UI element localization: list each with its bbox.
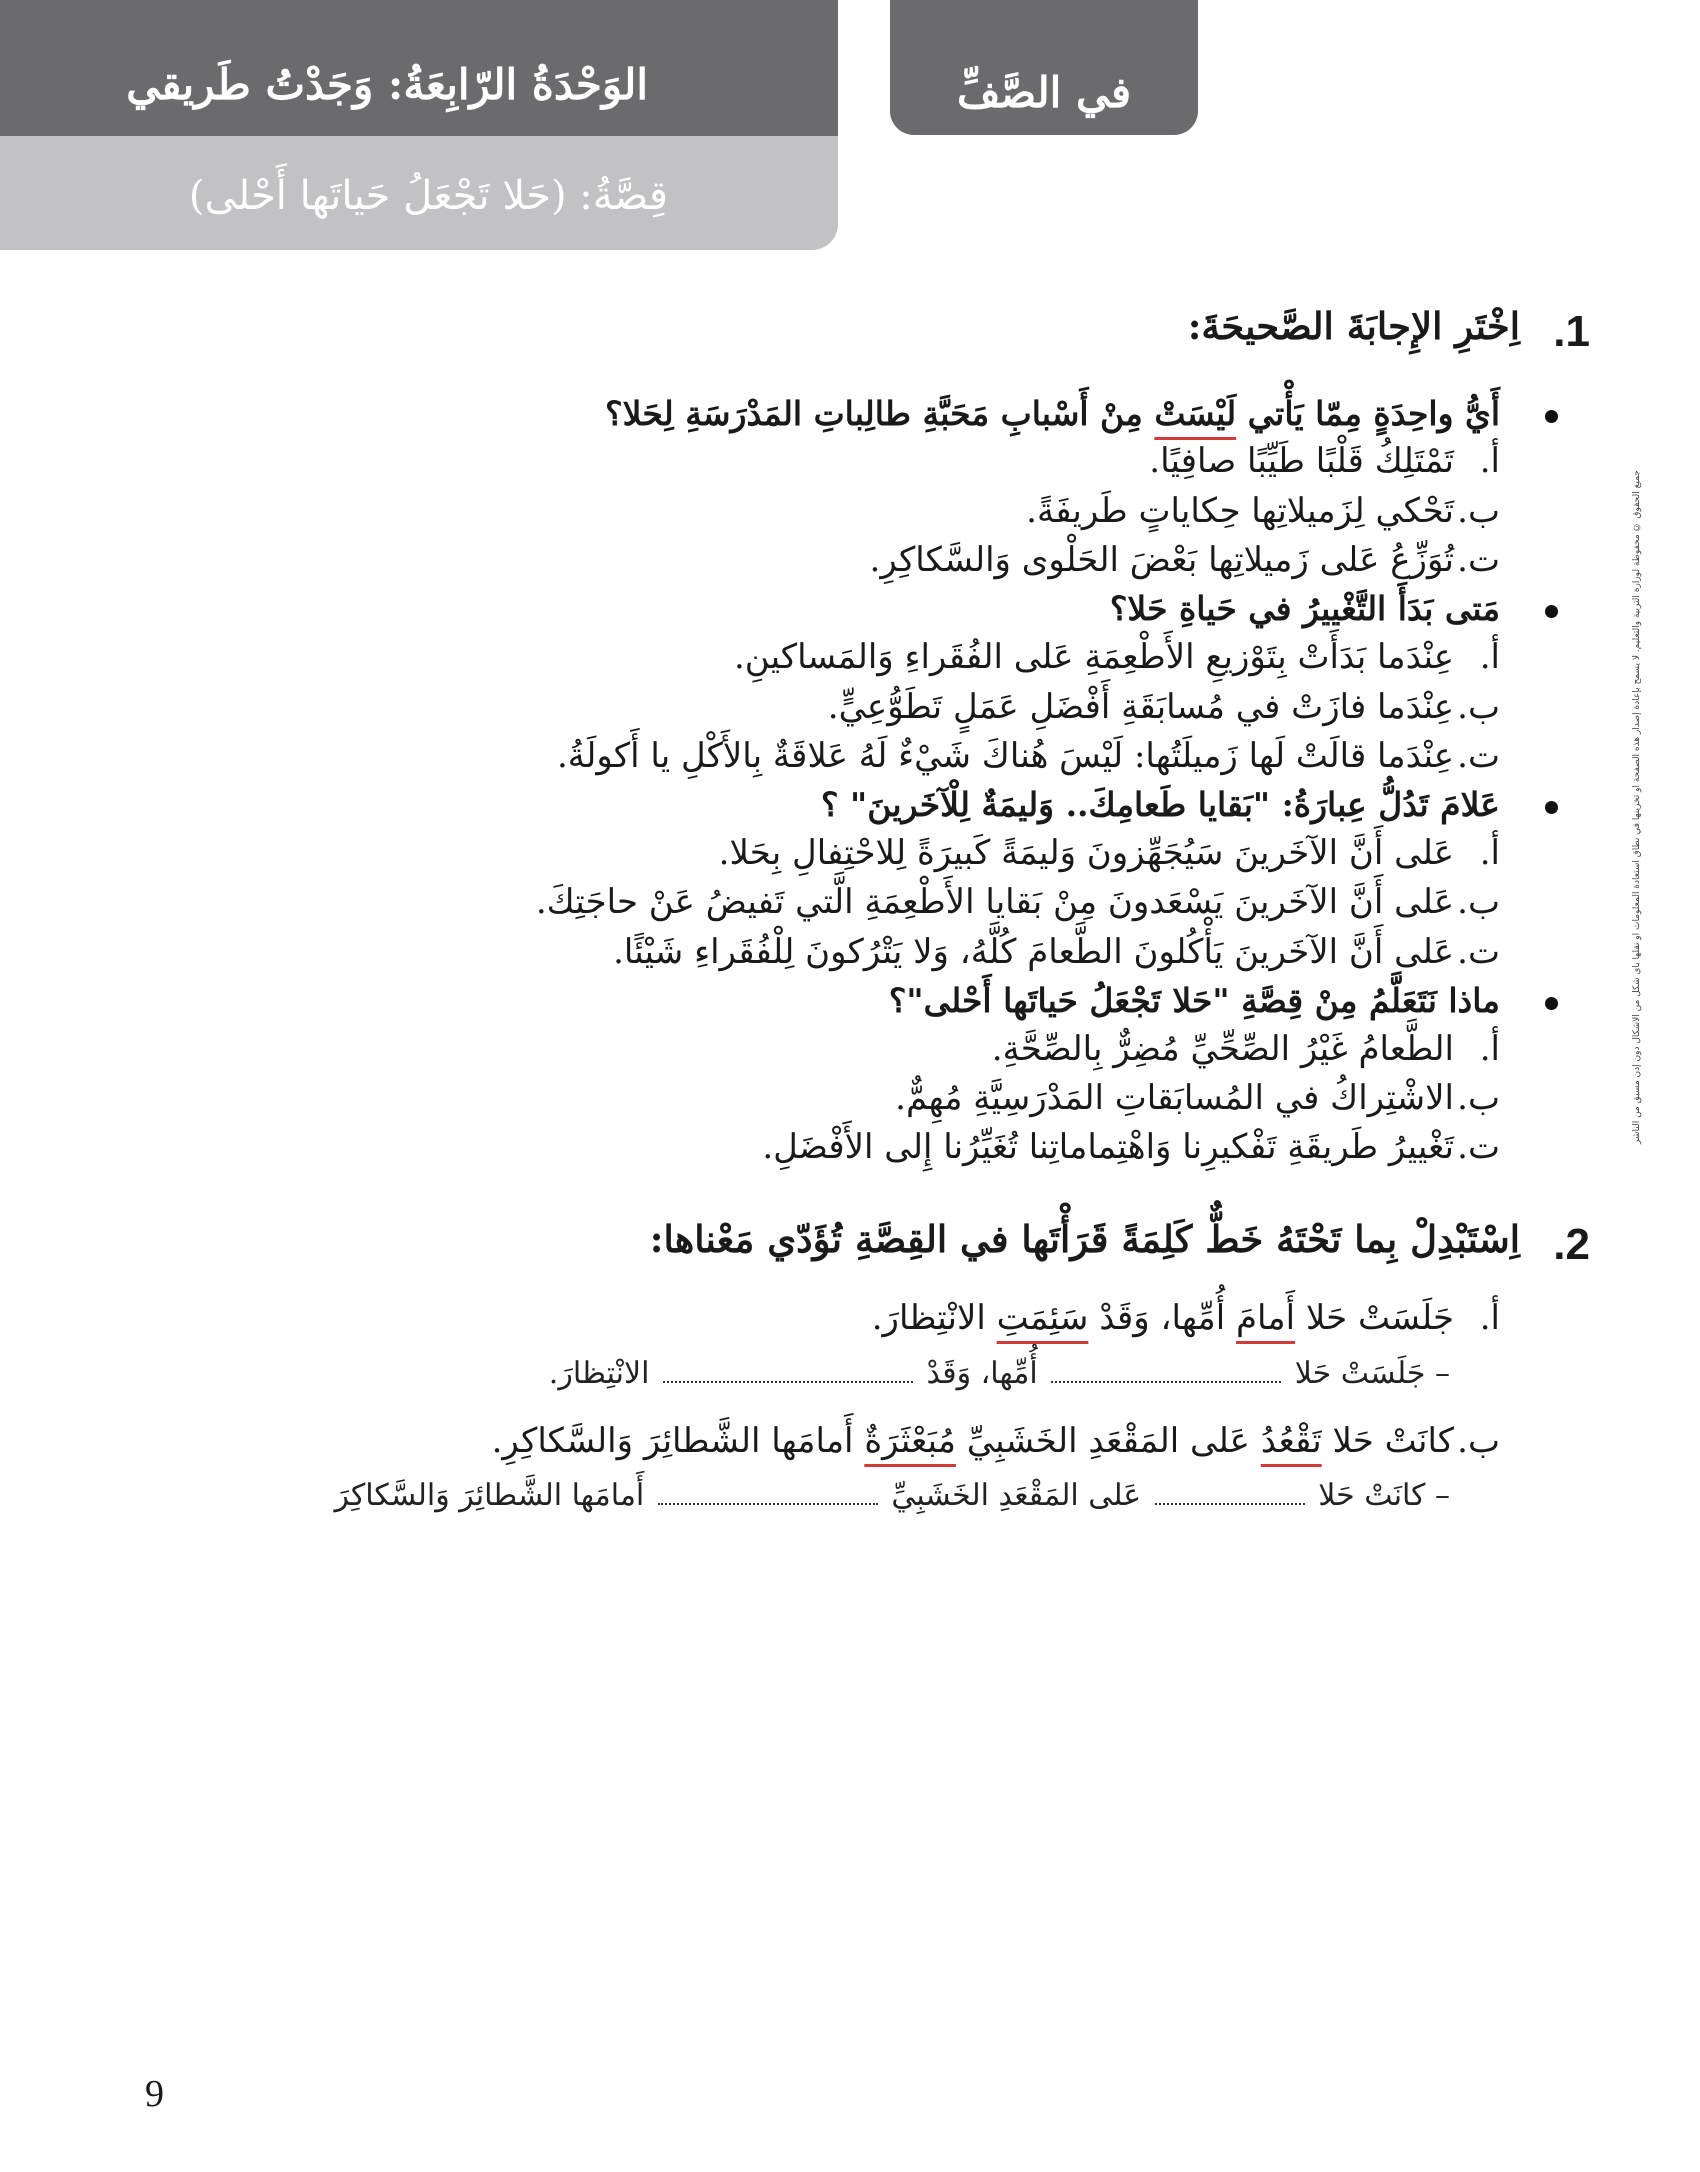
question-1-item xyxy=(150,781,1590,977)
fill-text: أَمامَها الشَّطائِرَ وَالسَّكاكِرَ xyxy=(334,1478,645,1514)
sub-question xyxy=(150,781,1500,829)
bullet-icon xyxy=(1545,801,1558,814)
sentence xyxy=(150,1417,1500,1466)
bullet-icon xyxy=(1545,997,1558,1010)
option-letter: ب. xyxy=(1457,686,1500,727)
sentence-text: كانَتْ حَلا xyxy=(1321,1421,1454,1462)
sub-question xyxy=(150,585,1500,633)
answer-option[interactable] xyxy=(150,732,1500,781)
question-1-item xyxy=(150,977,1590,1173)
question-2-title xyxy=(150,1213,1590,1269)
question-2-item xyxy=(150,1294,1590,1395)
sentence-text: أُمِّها، وَقَدْ xyxy=(1088,1298,1236,1339)
question-text: اِسْتَبْدِلْ بِما تَحْتَهُ خَطٌّ كَلِمَةً قَرَأْتَها في القِصَّةِ تُؤَدّي مَعْناها: xyxy=(649,1216,1520,1261)
option-letter: ب. xyxy=(1457,1421,1500,1462)
question-text: اِخْتَرِ الإِجابَةَ الصَّحيحَةَ: xyxy=(1187,304,1520,348)
sentence-text: جَلَسَتْ حَلا xyxy=(1295,1298,1454,1339)
option-letter: أ. xyxy=(1479,1298,1500,1339)
answer-option[interactable] xyxy=(150,1074,1500,1123)
sentence-text: عَلى المَقْعَدِ الخَشَبِيِّ xyxy=(956,1421,1261,1462)
unit-header xyxy=(0,0,838,136)
underlined-word: أَمامَ xyxy=(1236,1298,1296,1339)
option-text: عَلى أَنَّ الآخَرينَ سَيُجَهِّزونَ وَليمَةً كَبيرَةً لِلاحْتِفالِ بِحَلا. xyxy=(718,832,1454,873)
question-1-item xyxy=(150,585,1590,781)
sentence xyxy=(150,1294,1500,1343)
option-text: عَلى أَنَّ الآخَرينَ يَسْعَدونَ مِنْ بَقايا الأَطْعِمَةِ الَّتي تَفيضُ عَنْ حاجَتِكَ. xyxy=(535,882,1454,923)
answer-blank[interactable] xyxy=(1155,1493,1305,1505)
section-tab xyxy=(890,0,1198,135)
answer-option[interactable] xyxy=(150,928,1500,977)
fill-text: – جَلَسَتْ حَلا xyxy=(1294,1355,1450,1391)
answer-option[interactable] xyxy=(150,1025,1500,1074)
option-text: عِنْدَما قالَتْ لَها زَميلَتُها: لَيْسَ هُناكَ شَيْءٌ لَهُ عَلاقَةٌ بِالأَكْلِ يا أَكولَةُ. xyxy=(556,735,1454,776)
fill-in-line xyxy=(150,1352,1450,1396)
copyright-note: جميع الحقوق © محفوظة لوزارة التربية والتعليم. لا يسمح بإعادة إصدار هذه الصفحة أو تخزينها في نطاق استعادة المعلومات أو نقلها بأي شكل من الأشكال دون إذن مسبق من الناشر xyxy=(1632,470,1642,1144)
sub-question-text: مَتى بَدَأَ التَّغْييرُ في حَياةِ حَلا؟ xyxy=(1109,589,1500,629)
story-title: قِصَّةُ: (حَلا تَجْعَلُ حَياتَها أَحْلى) xyxy=(188,173,668,219)
answer-option[interactable] xyxy=(150,683,1500,732)
option-text: عِنْدَما فازَتْ في مُسابَقَةِ أَفْضَلِ عَمَلٍ تَطَوُّعِيٍّ. xyxy=(827,686,1454,727)
question-2-item xyxy=(150,1417,1590,1518)
sentence-text: أَمامَها الشَّطائِرَ وَالسَّكاكِرِ. xyxy=(491,1421,865,1462)
option-text: تَغْييرُ طَريقَةِ تَفْكيرِنا وَاهْتِماماتِنا تُغَيِّرُنا إِلى الأَفْضَلِ. xyxy=(762,1127,1454,1168)
answer-blank[interactable] xyxy=(663,1371,913,1383)
option-text: الاشْتِراكُ في المُسابَقاتِ المَدْرَسِيَّةِ مُهِمٌّ. xyxy=(895,1077,1454,1118)
option-letter: ب. xyxy=(1457,1077,1500,1118)
sub-question-text: عَلامَ تَدُلُّ عِبارَةُ: "بَقايا طَعامِكَ.. وَليمَةٌ لِلْآخَرينَ" ؟ xyxy=(821,785,1500,825)
answer-blank[interactable] xyxy=(658,1493,878,1505)
section-tab-label: في الصَّفِّ xyxy=(956,68,1132,117)
question-number: 1. xyxy=(1553,307,1590,356)
fill-text: الانْتِظارَ. xyxy=(548,1355,650,1391)
option-letter: أ. xyxy=(1479,441,1500,482)
worksheet-content xyxy=(150,300,1590,1518)
question-1-item xyxy=(150,390,1590,586)
option-letter: أ. xyxy=(1479,637,1500,678)
bullet-icon xyxy=(1545,410,1558,423)
answer-option[interactable] xyxy=(150,1123,1500,1172)
story-header xyxy=(0,136,838,250)
option-letter: ب. xyxy=(1457,490,1500,531)
option-letter: أ. xyxy=(1479,832,1500,873)
answer-option[interactable] xyxy=(150,829,1500,878)
page-number: 9 xyxy=(145,2073,164,2115)
sub-question xyxy=(150,977,1500,1025)
unit-title: الوَحْدَةُ الرّابِعَةُ: وَجَدْتُ طَريقي xyxy=(126,60,648,109)
option-text: تَمْتَلِكُ قَلْبًا طَيِّبًا صافِيًا. xyxy=(1149,441,1454,482)
fill-in-line xyxy=(150,1474,1450,1518)
sub-question-text: ماذا نَتَعَلَّمُ مِنْ قِصَّةِ "حَلا تَجْعَلُ حَياتَها أَحْلى"؟ xyxy=(888,980,1500,1020)
option-letter: ت. xyxy=(1457,540,1500,581)
option-text: عَلى أَنَّ الآخَرينَ يَأْكُلونَ الطَّعامَ كُلَّهُ، وَلا يَتْرُكونَ لِلْفُقَراءِ شَيْئًا. xyxy=(613,931,1454,972)
fill-text: – كانَتْ حَلا xyxy=(1318,1478,1450,1514)
fill-text: عَلى المَقْعَدِ الخَشَبِيِّ xyxy=(891,1478,1142,1514)
underlined-word: سَئِمَتِ xyxy=(996,1298,1089,1339)
option-text: تَحْكي لِزَميلاتِها حِكاياتٍ طَريفَةً. xyxy=(1026,490,1454,531)
sub-question xyxy=(150,390,1500,438)
answer-option[interactable] xyxy=(150,878,1500,927)
answer-option[interactable] xyxy=(150,536,1500,585)
option-letter: ت. xyxy=(1457,931,1500,972)
sentence-text: الانْتِظارَ. xyxy=(871,1298,997,1339)
underlined-word: مُبَعْثَرَةٌ xyxy=(864,1421,957,1462)
bullet-icon xyxy=(1545,605,1558,618)
answer-blank[interactable] xyxy=(1051,1371,1281,1383)
answer-option[interactable] xyxy=(150,487,1500,536)
underlined-word: تَقْعُدُ xyxy=(1260,1421,1322,1462)
underlined-word: لَيْسَتْ xyxy=(1154,393,1237,433)
option-text: الطَّعامُ غَيْرُ الصِّحِّيِّ مُضِرٌّ بِالصِّحَّةِ. xyxy=(991,1028,1454,1069)
answer-option[interactable] xyxy=(150,633,1500,682)
sub-question-text: مِنْ أَسْبابِ مَحَبَّةِ طالِباتِ المَدْرَسَةِ لِحَلا؟ xyxy=(605,393,1155,433)
option-letter: ب. xyxy=(1457,882,1500,923)
sub-question-text: أَيُّ واحِدَةٍ مِمّا يَأْتي xyxy=(1236,393,1500,433)
option-letter: ت. xyxy=(1457,1127,1500,1168)
option-text: تُوَزِّعُ عَلى زَميلاتِها بَعْضَ الحَلْوى وَالسَّكاكِرِ. xyxy=(869,540,1454,581)
option-letter: ت. xyxy=(1457,735,1500,776)
answer-option[interactable] xyxy=(150,437,1500,486)
option-letter: أ. xyxy=(1479,1028,1500,1069)
question-1-title xyxy=(150,300,1590,356)
option-text: عِنْدَما بَدَأَتْ بِتَوْزيعِ الأَطْعِمَةِ عَلى الفُقَراءِ وَالمَساكينِ. xyxy=(733,637,1454,678)
question-number: 2. xyxy=(1553,1219,1590,1269)
fill-text: أُمِّها، وَقَدْ xyxy=(926,1355,1038,1391)
